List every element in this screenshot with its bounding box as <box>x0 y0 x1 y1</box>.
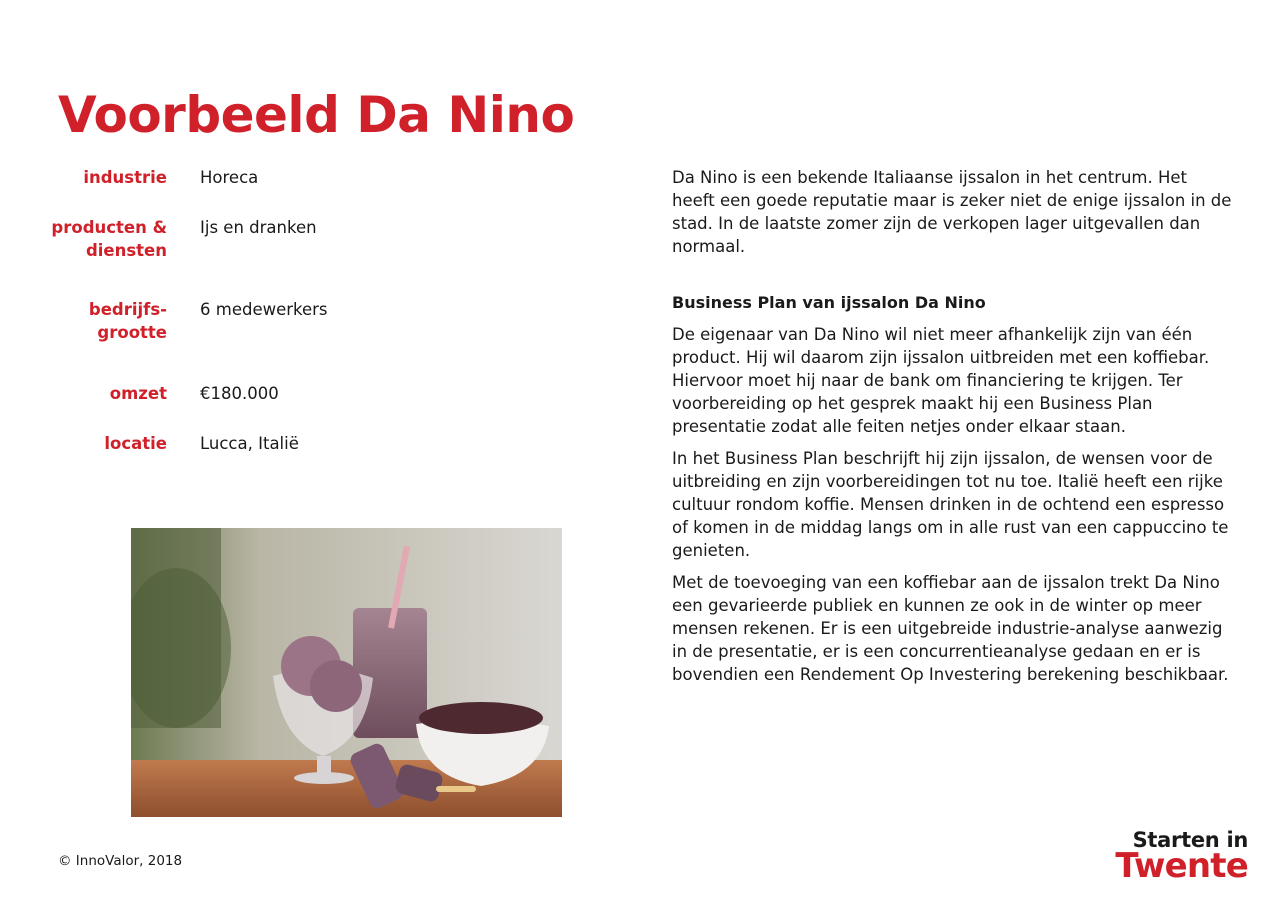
fact-label: omzet <box>109 384 167 403</box>
intro-paragraph: Da Nino is een bekende Italiaanse ijssalon in het centrum. Het heeft een goede reputatie maar is zeker niet de enige ijssalon in de stad. In de laatste zomer zijn de verkopen lager uitgevallen dan normaal. <box>672 168 1232 256</box>
fact-label: industrie <box>83 168 167 187</box>
description <box>672 166 1232 695</box>
fact-label-line: bedrijfs- grootte <box>88 300 167 342</box>
fact-value: Ijs en dranken <box>200 218 317 237</box>
fact-value: Lucca, Italië <box>200 434 299 453</box>
logo-text-top: Starten in <box>1132 828 1248 852</box>
body-paragraph: In het Business Plan beschrijft hij zijn ijssalon, de wensen voor de uitbreiding en zijn voorbereidingen tot nu toe. Italië heeft een rijke cultuur rondom koffie. Mensen drinken in de ochtend een espresso of komen in de middag langs om in alle rust van een cappuccino te genieten. <box>672 449 1229 560</box>
fact-value: Horeca <box>200 168 259 187</box>
fact-label <box>40 216 167 262</box>
page-title: Voorbeeld Da Nino <box>58 86 575 144</box>
starten-in-twente-logo <box>1108 828 1248 886</box>
fact-label: locatie <box>104 434 167 453</box>
ice-cream-photo <box>131 528 562 817</box>
fact-value: €180.000 <box>200 384 279 403</box>
section-heading: Business Plan van ijssalon Da Nino <box>672 293 986 312</box>
copyright: © InnoValor, 2018 <box>58 853 183 869</box>
body-paragraph: De eigenaar van Da Nino wil niet meer afhankelijk zijn van één product. Hij wil daarom zijn ijssalon uitbreiden met een koffiebar. Hiervoor moet hij naar de bank om financiering te krijgen. Ter voorbereiding op het gesprek maakt hij een Business Plan presentatie zodat alle feiten netjes onder elkaar staan. <box>672 325 1210 436</box>
fact-label-line: producten & diensten <box>51 218 167 260</box>
body-paragraph: Met de toevoeging van een koffiebar aan de ijssalon trekt Da Nino een gevarieerde publiek en kunnen ze ook in de winter op meer mensen rekenen. Er is een uitgebreide industrie-analyse aanwezig in de presentatie, er is een concurrentieanalyse gedaan en er is bovendien een Rendement Op Investering berekening beschikbaar. <box>672 573 1229 684</box>
fact-label <box>40 298 167 344</box>
logo-text-bottom: Twente <box>1115 846 1248 886</box>
fact-value: 6 medewerkers <box>200 300 328 319</box>
